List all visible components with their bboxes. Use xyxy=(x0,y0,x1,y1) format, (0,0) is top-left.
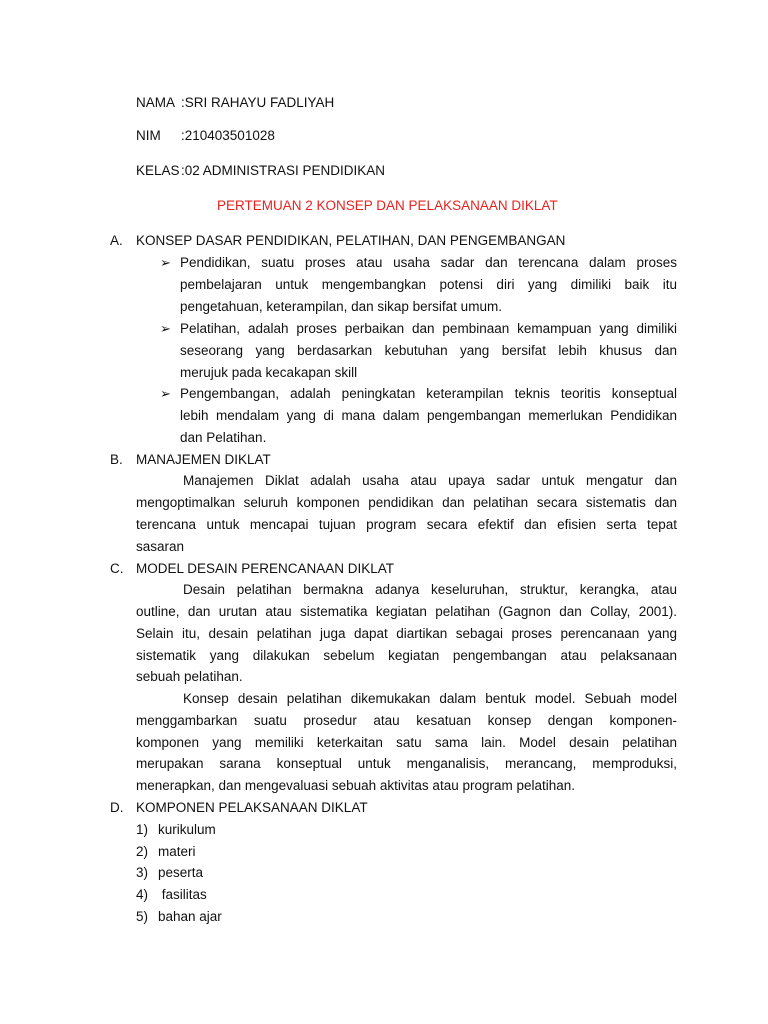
bullet-line: pengetahuan, keterampilan, dan sikap bersifat umum. xyxy=(180,299,502,314)
paragraph-line: menggambarkan suatu prosedur atau kesatuan konsep dengan komponen- xyxy=(136,713,677,728)
section-heading: MODEL DESAIN PERENCANAAN DIKLAT xyxy=(136,561,395,576)
bullet-line: pembelajaran untuk mengembangkan potensi diri yang dimiliki baik itu xyxy=(180,277,677,292)
paragraph-line: komponen yang memiliki keterkaitan satu sama lain. Model desain pelatihan xyxy=(136,735,677,750)
page-title: PERTEMUAN 2 KONSEP DAN PELAKSANAAN DIKLAT xyxy=(217,198,558,213)
list-item-number: 1) xyxy=(136,822,149,837)
list-item: kurikulum xyxy=(158,822,216,837)
paragraph-line: Selain itu, desain pelatihan juga dapat diartikan sebagai proses perencanaan yang xyxy=(136,626,677,641)
section-heading: KOMPONEN PELAKSANAAN DIKLAT xyxy=(136,800,368,815)
list-item-number: 5) xyxy=(136,909,149,924)
paragraph-line: terencana untuk mencapai tujuan program secara efektif dan efisien serta tepat xyxy=(136,517,677,532)
list-item-number: 4) xyxy=(136,887,149,902)
arrow-bullet-icon: ➢ xyxy=(160,321,171,336)
paragraph-line: menerapkan, dan mengevaluasi sebuah aktivitas atau program pelatihan. xyxy=(136,778,576,793)
bullet-line: merujuk pada kecakapan skill xyxy=(180,365,358,380)
paragraph-line: Konsep desain pelatihan dikemukakan dalam bentuk model. Sebuah model xyxy=(183,691,677,706)
list-item: fasilitas xyxy=(158,887,207,902)
paragraph-line: merupakan sarana konseptual untuk menganalisis, merancang, memproduksi, xyxy=(136,756,677,771)
section-letter: C. xyxy=(110,561,124,576)
bullet-line: lebih mendalam yang di mana dalam pengembangan memerlukan Pendidikan xyxy=(180,408,677,423)
nim-label: NIM xyxy=(136,128,161,143)
paragraph-line: sasaran xyxy=(136,539,185,554)
bullet-line: Pendidikan, suatu proses atau usaha sadar dan terencana dalam proses xyxy=(180,255,677,270)
arrow-bullet-icon: ➢ xyxy=(160,255,171,270)
paragraph-line: mengoptimalkan seluruh komponen pendidikan dan pelatihan secara sistematis dan xyxy=(136,495,677,510)
arrow-bullet-icon: ➢ xyxy=(160,386,171,401)
paragraph-line: outline, dan urutan atau sistematika kegiatan pelatihan (Gagnon dan Collay, 2001). xyxy=(136,604,677,619)
list-item: materi xyxy=(158,844,196,859)
paragraph-line: Desain pelatihan bermakna adanya keseluruhan, struktur, kerangka, atau xyxy=(183,582,677,597)
paragraph-line: sistematik yang dilakukan sebelum kegiatan pengembangan atau pelaksanaan xyxy=(136,648,677,663)
bullet-line: Pengembangan, adalah peningkatan keterampilan teknis teoritis konseptual xyxy=(180,386,677,401)
paragraph-line: sebuah pelatihan. xyxy=(136,669,243,684)
paragraph-line: Manajemen Diklat adalah usaha atau upaya sadar untuk mengatur dan xyxy=(183,473,677,488)
bullet-line: dan Pelatihan. xyxy=(180,430,267,445)
bullet-line: seseorang yang berdasarkan kebutuhan yang bersifat lebih khusus dan xyxy=(180,343,677,358)
section-letter: D. xyxy=(110,800,124,815)
nama-value: :SRI RAHAYU FADLIYAH xyxy=(181,95,335,110)
nim-value: :210403501028 xyxy=(181,128,275,143)
section-letter: B. xyxy=(110,452,123,467)
kelas-label: KELAS xyxy=(136,163,180,178)
section-heading: MANAJEMEN DIKLAT xyxy=(136,452,271,467)
nama-label: NAMA xyxy=(136,95,176,110)
kelas-value: :02 ADMINISTRASI PENDIDIKAN xyxy=(181,163,386,178)
bullet-line: Pelatihan, adalah proses perbaikan dan pembinaan kemampuan yang dimiliki xyxy=(180,321,677,336)
list-item-number: 3) xyxy=(136,865,149,880)
list-item-number: 2) xyxy=(136,844,149,859)
section-letter: A. xyxy=(110,233,123,248)
section-heading: KONSEP DASAR PENDIDIKAN, PELATIHAN, DAN PENGEMBANGAN xyxy=(136,233,566,248)
list-item: peserta xyxy=(158,865,204,880)
list-item: bahan ajar xyxy=(158,909,222,924)
